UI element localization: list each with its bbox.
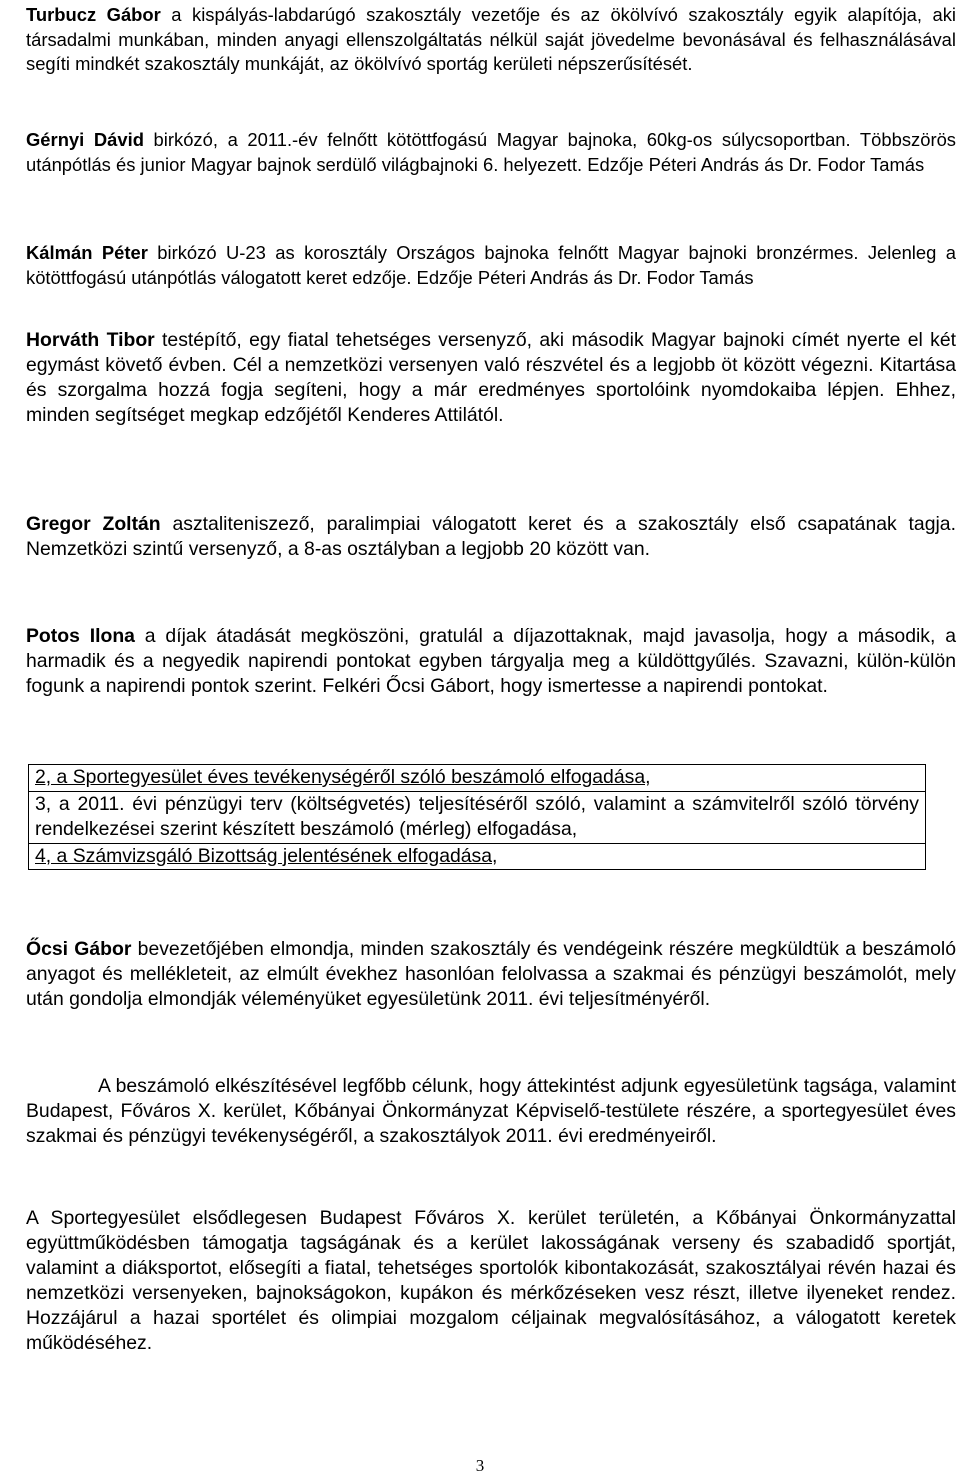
person-name: Gregor Zoltán [26,513,161,535]
agenda-item-3 [29,792,925,844]
paragraph-text: A beszámoló elkészítésével legfőbb célunk, hogy áttekintést adjunk egyesületünk tagsága, valamint Budapest, Főváros X. kerület, Kőbányai Önkormányzat Képviselő-testülete részére, a sportegyesület éves szakmai és pénzügyi tevékenységéről, a szakosztályok 2011. évi eredményeiről. [26,1075,956,1147]
paragraph-text: birkózó U-23 as korosztály Országos bajnoka felnőtt Magyar bajnoki bronzérmes. Jelenleg a kötöttfogású utánpótlás válogatott keret edzője. Edzője Péteri András ás Dr. Fodor Tamás [26,242,956,288]
person-name: Kálmán Péter [26,242,148,263]
person-name: Gérnyi Dávid [26,129,144,150]
paragraph-text: a kispályás-labdarúgó szakosztály vezetője és az ökölvívó szakosztály egyik alapítója, aki társadalmi munkában, minden anyagi ellenszolgáltatás nélkül saját jövedelme bevonásával és felhasználásával segíti mindkét szakosztály munkáját, az ökölvívó sportág kerületi népszerűsítését. [26,4,957,74]
paragraph-text: bevezetőjében elmondja, minden szakosztály és vendégeink részére megküldtük a beszámoló anyagot és mellékleteit, az elmúlt évekhez hasonlóan felolvassa a szakmai és pénzügyi beszámolót, mely után gondolja elmondják véleményüket egyesületünk 2011. évi teljesítményéről. [26,938,957,1010]
person-name: Turbucz Gábor [26,4,161,25]
paragraph-turbucz [26,3,956,77]
agenda-box [28,764,926,870]
agenda-item-2 [29,765,925,792]
agenda-item-text: 3, a 2011. évi pénzügyi terv (költségvetés) teljesítéséről szóló, valamint a számvitelről szóló törvény rendelkezései szerint készített beszámoló (mérleg) elfogadása, [35,792,919,840]
paragraph-potos [26,624,956,699]
agenda-item-4 [29,844,925,870]
page-number: 3 [475,1456,485,1475]
paragraph-text: birkózó, a 2011.-év felnőtt kötöttfogású Magyar bajnoka, 60kg-os súlycsoportban. Többszörös utánpótlás és junior Magyar bajnok serdülő világbajnoki 6. helyezett. Edzője Péteri András ás Dr. Fodor Tamás [26,129,956,175]
paragraph-gernyi [26,128,956,177]
paragraph-text: a díjak átadását megköszöni, gratulál a díjazottaknak, majd javasolja, hogy a második, a harmadik és a negyedik napirendi pontokat egyben tárgyalja meg a küldöttgyűlés. Szavazni, külön-külön fogunk a napirendi pontok szerint. Felkéri Őcsi Gábort, hogy ismertesse a napirendi pontokat. [26,625,957,697]
person-name: Potos Ilona [26,625,135,647]
person-name: Őcsi Gábor [26,938,132,960]
agenda-item-text: 2, a Sportegyesület éves tevékenységéről szóló beszámoló elfogadása, [35,766,651,788]
paragraph-association [26,1206,956,1356]
paragraph-text: testépítő, egy fiatal tehetséges versenyző, aki második Magyar bajnoki címét nyerte el két egymást követő évben. Cél a nemzetközi versenyen való részvétel és a legjobb öt között végezni. Kitartása és szorgalma hozzá fogja segíteni, hogy a már eredményes sportolóink nyomdokaiba lépjen. Ehhez, minden segítséget megkap edzőjétől Kenderes Attilától. [26,329,956,426]
paragraph-text: asztaliteniszező, paralimpiai válogatott keret és a szakosztály első csapatának tagja. Nemzetközi szintű versenyző, a 8-as osztályban a legjobb 20 között van. [26,513,956,560]
paragraph-ocsi [26,937,956,1012]
person-name: Horváth Tibor [26,329,155,351]
paragraph-report-goal [26,1074,956,1149]
paragraph-kalman [26,241,956,290]
paragraph-gregor [26,512,956,562]
agenda-item-text: 4, a Számvizsgáló Bizottság jelentésének elfogadása, [35,844,498,867]
paragraph-text: A Sportegyesület elsődlegesen Budapest Főváros X. kerület területén, a Kőbányai Önkormányzattal együttműködésben támogatja tagságának és a kerület lakosságának verseny és szabadidő sportját, valamint a diáksportot, elősegíti a fiatal, tehetséges sportolók kibontakozását, szakosztályai révén hazai és nemzetközi versenyeken, bajnokságokon, kupákon és mérkőzéseken vesz részt, illetve ilyeneket rendez. Hozzájárul a hazai sportélet és olimpiai mozgalom céljainak megvalósításához, a válogatott keretek működéséhez. [26,1207,956,1354]
paragraph-horvath [26,328,956,428]
